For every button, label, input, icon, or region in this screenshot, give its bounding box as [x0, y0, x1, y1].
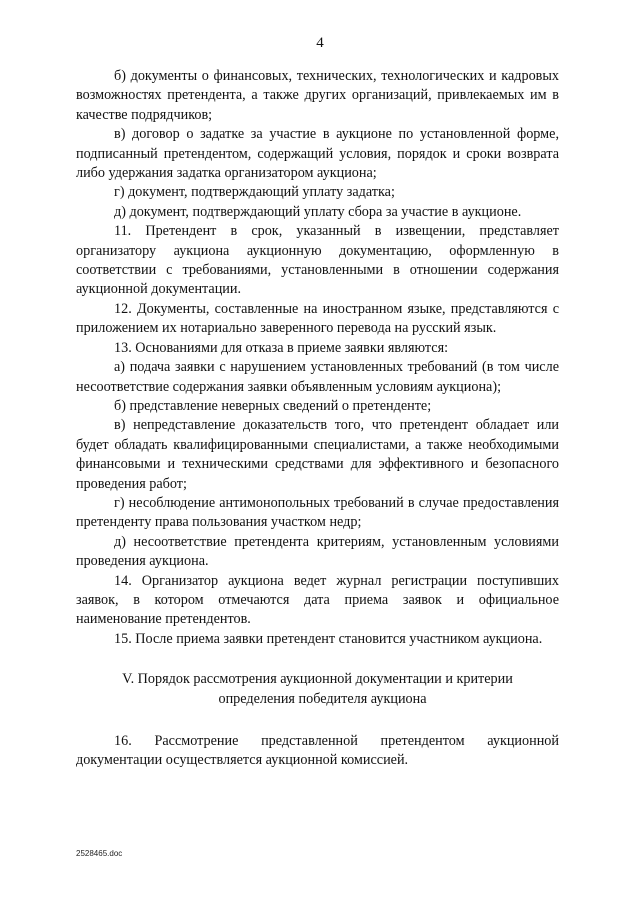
- paragraph-13-d: д) несоответствие претендента критериям, установленным условиями проведения аукциона.: [76, 533, 559, 570]
- document-file-code: 2528465.doc: [76, 849, 123, 858]
- paragraph-15: 15. После приема заявки претендент становится участником аукциона.: [114, 630, 543, 647]
- paragraph-13-g: г) несоблюдение антимонопольных требований в случае предоставления претенденту права пользования участком недр;: [76, 494, 559, 531]
- paragraph-13-v: в) непредставление доказательств того, что претендент обладает или будет обладать квалифицированными специалистами, а также необходимыми финансовыми и техническими средствами для эффективного и безопасного проведения работ;: [76, 417, 559, 492]
- paragraph-13-b: б) представление неверных сведений о претенденте;: [114, 397, 432, 414]
- section-heading-line-2: определения победителя аукциона: [218, 690, 427, 707]
- paragraph-14: 14. Организатор аукциона ведет журнал регистрации поступивших заявок, в котором отмечаются дата приема заявок и официальное наименование претендентов.: [76, 572, 559, 628]
- section-heading: [76, 670, 559, 709]
- paragraph-g-deposit-payment: г) документ, подтверждающий уплату задатка;: [114, 184, 395, 201]
- paragraph-16: 16. Рассмотрение представленной претендентом аукционной документации осуществляется аукционной комиссией.: [76, 733, 559, 769]
- page-number: 4: [316, 35, 324, 51]
- paragraph-13-a: а) подача заявки с нарушением установленных требований (в том числе несоответствие содержания заявки объявленным условиям аукциона);: [76, 359, 559, 395]
- paragraph-12: 12. Документы, составленные на иностранном языке, представляются с приложением их нотариально заверенного перевода на русский язык.: [76, 300, 559, 337]
- section-heading-line-1: V. Порядок рассмотрения аукционной документации и критерии: [122, 671, 513, 688]
- paragraph-13: 13. Основаниями для отказа в приеме заявки являются:: [114, 339, 449, 356]
- paragraph-v-deposit-agreement: в) договор о задатке за участие в аукционе по установленной форме, подписанный претендентом, содержащий условия, порядок и сроки возврата либо удержания задатка организатором аукциона;: [76, 126, 559, 182]
- paragraph-11: 11. Претендент в срок, указанный в извещении, представляет организатору аукциона аукционную документацию, оформленную в соответствии с требованиями, установленными в отношении содержания аукционной документации.: [76, 223, 559, 298]
- document-body: [76, 67, 559, 771]
- paragraph-b-documents: б) документы о финансовых, технических, технологических и кадровых возможностях претендента, а также других организаций, привлекаемых им в качестве подрядчиков;: [76, 68, 559, 123]
- paragraph-d-fee-payment: д) документ, подтверждающий уплату сбора за участие в аукционе.: [114, 203, 522, 220]
